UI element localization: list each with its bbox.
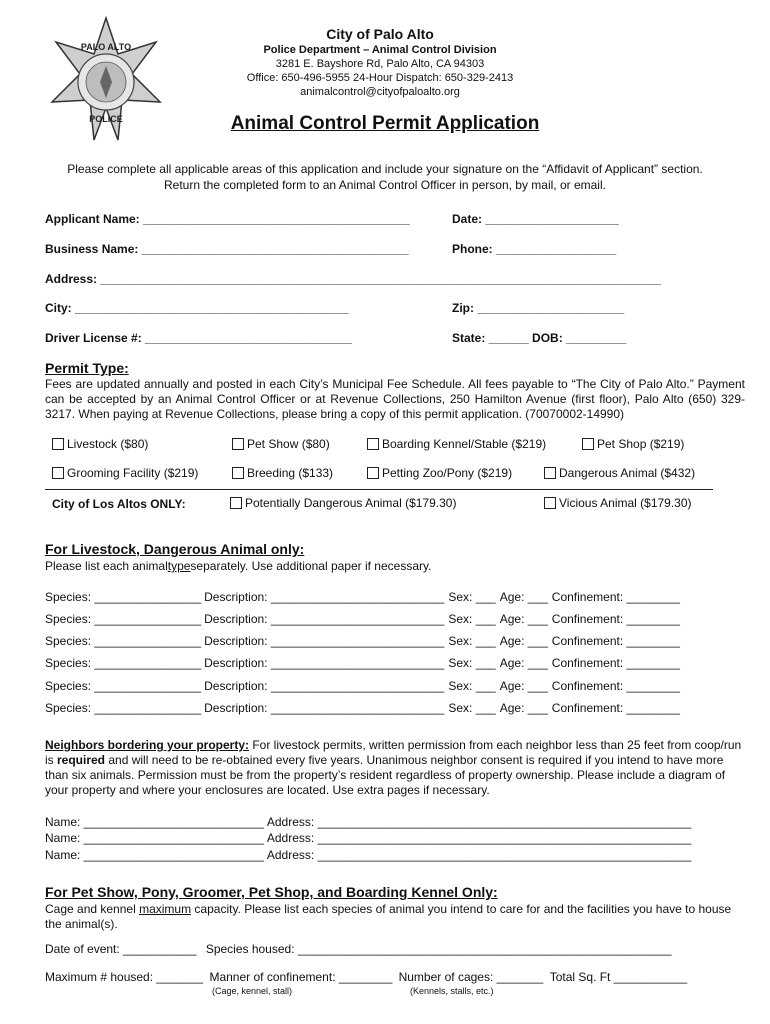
age-field[interactable]: Age: ___ (499, 612, 548, 626)
date-of-event-field[interactable]: Date of event: ___________ (45, 942, 197, 956)
confinement-field[interactable]: Confinement: ________ (551, 701, 680, 715)
species-field[interactable]: Species: ________________ (45, 590, 202, 604)
city-field[interactable]: City: _________________________________________ (45, 301, 349, 315)
checkbox[interactable] (52, 438, 64, 450)
sex-field[interactable]: Sex: ___ (448, 590, 496, 604)
phone-field[interactable]: Phone: __________________ (452, 242, 617, 256)
max-housed-field[interactable]: Maximum # housed: _______ (45, 970, 204, 984)
checkbox[interactable] (367, 467, 379, 479)
animal-row (45, 701, 680, 715)
checkbox[interactable] (232, 467, 244, 479)
species-field[interactable]: Species: ________________ (45, 612, 202, 626)
header-phones: Office: 650-496-5955 24-Hour Dispatch: 650-329-2413 (246, 72, 514, 84)
animal-row (45, 634, 680, 648)
neighbor-address-field[interactable]: Address: ________________________________________________________ (266, 815, 692, 829)
species-field[interactable]: Species: ________________ (45, 701, 202, 715)
option-potentially-dangerous[interactable]: Potentially Dangerous Animal ($179.30) (230, 496, 456, 510)
driver-license-field[interactable]: Driver License #: _______________________________ (45, 331, 352, 345)
livestock-heading: For Livestock, Dangerous Animal only: (45, 541, 305, 557)
header-department: Police Department – Animal Control Division (263, 44, 497, 56)
species-field[interactable]: Species: ________________ (45, 656, 202, 670)
livestock-instructions: Please list each animaltypeseparately. Use additional paper if necessary. (45, 559, 432, 573)
option-breeding[interactable]: Breeding ($133) (232, 466, 333, 480)
sex-field[interactable]: Sex: ___ (448, 612, 496, 626)
neighbors-heading: Neighbors bordering your property: (45, 738, 250, 752)
species-housed-field[interactable]: Species housed: ________________________________________________________ (205, 942, 672, 956)
sex-field[interactable]: Sex: ___ (448, 634, 496, 648)
neighbor-name-field[interactable]: Name: ___________________________ (45, 848, 264, 862)
neighbor-row (45, 848, 691, 862)
sex-field[interactable]: Sex: ___ (448, 656, 496, 670)
neighbor-address-field[interactable]: Address: ________________________________________________________ (266, 831, 692, 845)
checkbox[interactable] (230, 497, 242, 509)
fees-paragraph: Fees are updated annually and posted in each City’s Municipal Fee Schedule. All fees payable to “The City of Palo Alto.” Payment can be accepted by an Animal Control Officer or at Revenue Collections, 250 Hamilton Avenue (first floor), Palo Alto (650) 329-3217. When paying at Revenue Collections, please bring a copy of this permit application. (70070002-14990) (45, 377, 745, 421)
age-field[interactable]: Age: ___ (499, 634, 548, 648)
divider (45, 489, 713, 490)
neighbor-address-field[interactable]: Address: ________________________________________________________ (266, 848, 692, 862)
header-city: City of Palo Alto (326, 26, 434, 42)
species-field[interactable]: Species: ________________ (45, 679, 202, 693)
date-field[interactable]: Date: ____________________ (452, 212, 619, 226)
capacity-row (45, 970, 687, 984)
applicant-name-field[interactable]: Applicant Name: ________________________________________ (45, 212, 410, 226)
permit-type-heading: Permit Type: (45, 360, 129, 376)
option-dangerous-animal[interactable]: Dangerous Animal ($432) (544, 466, 695, 480)
confinement-field[interactable]: Confinement: ________ (551, 612, 680, 626)
form-title: Animal Control Permit Application (230, 113, 540, 134)
option-grooming[interactable]: Grooming Facility ($219) (52, 466, 198, 480)
description-field[interactable]: Description: __________________________ (204, 590, 445, 604)
description-field[interactable]: Description: __________________________ (204, 634, 445, 648)
state-dob-field[interactable]: State: ______ DOB: _________ (452, 331, 627, 345)
header-email: animalcontrol@cityofpaloalto.org (300, 86, 460, 98)
confinement-field[interactable]: Confinement: ________ (551, 634, 680, 648)
neighbor-row (45, 815, 691, 829)
checkbox[interactable] (544, 467, 556, 479)
header-address: 3281 E. Bayshore Rd, Palo Alto, CA 94303 (275, 58, 485, 70)
description-field[interactable]: Description: __________________________ (204, 612, 445, 626)
description-field[interactable]: Description: __________________________ (204, 656, 445, 670)
checkbox[interactable] (582, 438, 594, 450)
neighbor-row (45, 831, 691, 845)
confinement-field[interactable]: Confinement: ________ (551, 679, 680, 693)
checkbox[interactable] (544, 497, 556, 509)
address-field[interactable]: Address: ____________________________________________________________________________________ (45, 272, 661, 286)
sex-field[interactable]: Sex: ___ (448, 701, 496, 715)
petshow-heading: For Pet Show, Pony, Groomer, Pet Shop, and Boarding Kennel Only: (45, 884, 498, 900)
checkbox[interactable] (52, 467, 64, 479)
animal-row (45, 679, 680, 693)
option-petting-zoo[interactable]: Petting Zoo/Pony ($219) (367, 466, 512, 480)
manner-note: (Cage, kennel, stall) (212, 986, 293, 996)
description-field[interactable]: Description: __________________________ (204, 701, 445, 715)
option-pet-shop[interactable]: Pet Shop ($219) (582, 437, 684, 451)
los-altos-label: City of Los Altos ONLY: (52, 497, 186, 511)
intro-line-2: Return the completed form to an Animal Control Officer in person, by mail, or email. (164, 178, 606, 192)
confinement-field[interactable]: Confinement: ________ (551, 590, 680, 604)
age-field[interactable]: Age: ___ (499, 679, 548, 693)
neighbor-name-field[interactable]: Name: ___________________________ (45, 815, 264, 829)
sex-field[interactable]: Sex: ___ (448, 679, 496, 693)
business-name-field[interactable]: Business Name: ________________________________________ (45, 242, 409, 256)
option-pet-show[interactable]: Pet Show ($80) (232, 437, 330, 451)
animal-row (45, 612, 680, 626)
option-livestock[interactable]: Livestock ($80) (52, 437, 148, 451)
age-field[interactable]: Age: ___ (499, 701, 548, 715)
confinement-field[interactable]: Confinement: ________ (551, 656, 680, 670)
event-row (45, 942, 672, 956)
checkbox[interactable] (232, 438, 244, 450)
petshow-paragraph: Cage and kennel maximum capacity. Please list each species of animal you intend to care for and the facilities you have to house the animal(s). (45, 902, 732, 931)
number-of-cages-field[interactable]: Number of cages: _______ (398, 970, 544, 984)
total-sqft-field[interactable]: Total Sq. Ft ___________ (549, 970, 688, 984)
species-field[interactable]: Species: ________________ (45, 634, 202, 648)
neighbors-paragraph: Neighbors bordering your property: For livestock permits, written permission from each neighbor less than 25 feet from coop/run is required and will need to be re-obtained every five years. Unanimous neighbor consent is required if you intend to have more than six animals. Permission must be from the property’s resident regardless of property ownership. Please include a diagram of your property and where your enclosures are located. Use extra pages if necessary. (45, 738, 742, 797)
neighbor-name-field[interactable]: Name: ___________________________ (45, 831, 264, 845)
animal-row (45, 656, 680, 670)
age-field[interactable]: Age: ___ (499, 656, 548, 670)
option-boarding-kennel[interactable]: Boarding Kennel/Stable ($219) (367, 437, 546, 451)
intro-line-1: Please complete all applicable areas of this application and include your signature on the “Affidavit of Applicant” section. (67, 162, 703, 176)
badge-bottom-text: POLICE (89, 114, 123, 124)
option-vicious-animal[interactable]: Vicious Animal ($179.30) (544, 496, 692, 510)
badge-top-text: PALO ALTO (80, 42, 132, 52)
cages-note: (Kennels, stalls, etc.) (410, 986, 494, 996)
checkbox[interactable] (367, 438, 379, 450)
manner-of-confinement-field[interactable]: Manner of confinement: ________ (209, 970, 393, 984)
zip-field[interactable]: Zip: ______________________ (452, 301, 625, 315)
age-field[interactable]: Age: ___ (499, 590, 548, 604)
description-field[interactable]: Description: __________________________ (204, 679, 445, 693)
animal-row (45, 590, 680, 604)
